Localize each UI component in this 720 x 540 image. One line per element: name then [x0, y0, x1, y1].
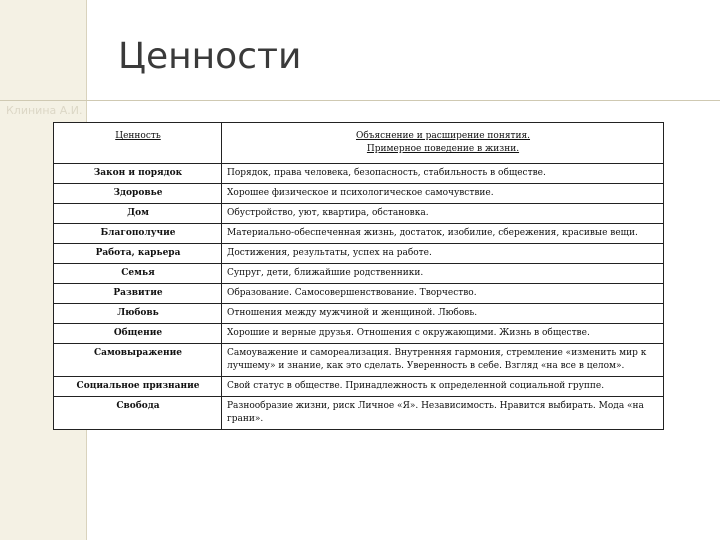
description-cell: Разнообразие жизни, риск Личное «Я». Независимость. Нравится выбирать. Мода «на грани».	[222, 397, 664, 430]
description-cell: Образование. Самосовершенствование. Творчество.	[222, 284, 664, 304]
table-row	[54, 204, 664, 224]
table-row	[54, 344, 664, 377]
description-cell: Самоуважение и самореализация. Внутренняя гармония, стремление «изменить мир к лучшему» и знание, как это сделать. Уверенность в себе. Взгляд «на все в целом».	[222, 344, 664, 377]
value-cell: Самовыражение	[54, 344, 222, 377]
table-row	[54, 324, 664, 344]
description-cell: Хорошие и верные друзья. Отношения с окружающими. Жизнь в обществе.	[222, 324, 664, 344]
value-cell: Общение	[54, 324, 222, 344]
table-row	[54, 377, 664, 397]
description-cell: Порядок, права человека, безопасность, стабильность в обществе.	[222, 164, 664, 184]
slide-title: Ценности	[118, 36, 302, 77]
values-table	[53, 122, 664, 430]
value-cell: Развитие	[54, 284, 222, 304]
value-cell: Закон и порядок	[54, 164, 222, 184]
description-cell: Отношения между мужчиной и женщиной. Любовь.	[222, 304, 664, 324]
value-cell: Благополучие	[54, 224, 222, 244]
table-row	[54, 244, 664, 264]
value-cell: Дом	[54, 204, 222, 224]
description-cell: Супруг, дети, ближайшие родственники.	[222, 264, 664, 284]
header-explanation-text: Объяснение и расширение понятия. Примерное поведение в жизни.	[355, 131, 531, 154]
table-row	[54, 397, 664, 430]
table-body	[54, 164, 664, 430]
value-cell: Здоровье	[54, 184, 222, 204]
value-cell: Работа, карьера	[54, 244, 222, 264]
value-cell: Социальное признание	[54, 377, 222, 397]
header-divider	[0, 100, 720, 101]
author-watermark: Клинина А.И.	[6, 104, 83, 117]
header-explanation	[222, 123, 664, 164]
table-row	[54, 164, 664, 184]
description-cell: Материально-обеспеченная жизнь, достаток, изобилие, сбережения, красивые вещи.	[222, 224, 664, 244]
table-header-row	[54, 123, 664, 164]
value-cell: Свобода	[54, 397, 222, 430]
table-row	[54, 304, 664, 324]
description-cell: Свой статус в обществе. Принадлежность к определенной социальной группе.	[222, 377, 664, 397]
value-cell: Любовь	[54, 304, 222, 324]
header-value: Ценность	[54, 123, 222, 164]
table-row	[54, 184, 664, 204]
description-cell: Обустройство, уют, квартира, обстановка.	[222, 204, 664, 224]
description-cell: Хорошее физическое и психологическое самочувствие.	[222, 184, 664, 204]
table-row	[54, 284, 664, 304]
table-row	[54, 224, 664, 244]
description-cell: Достижения, результаты, успех на работе.	[222, 244, 664, 264]
table-row	[54, 264, 664, 284]
value-cell: Семья	[54, 264, 222, 284]
